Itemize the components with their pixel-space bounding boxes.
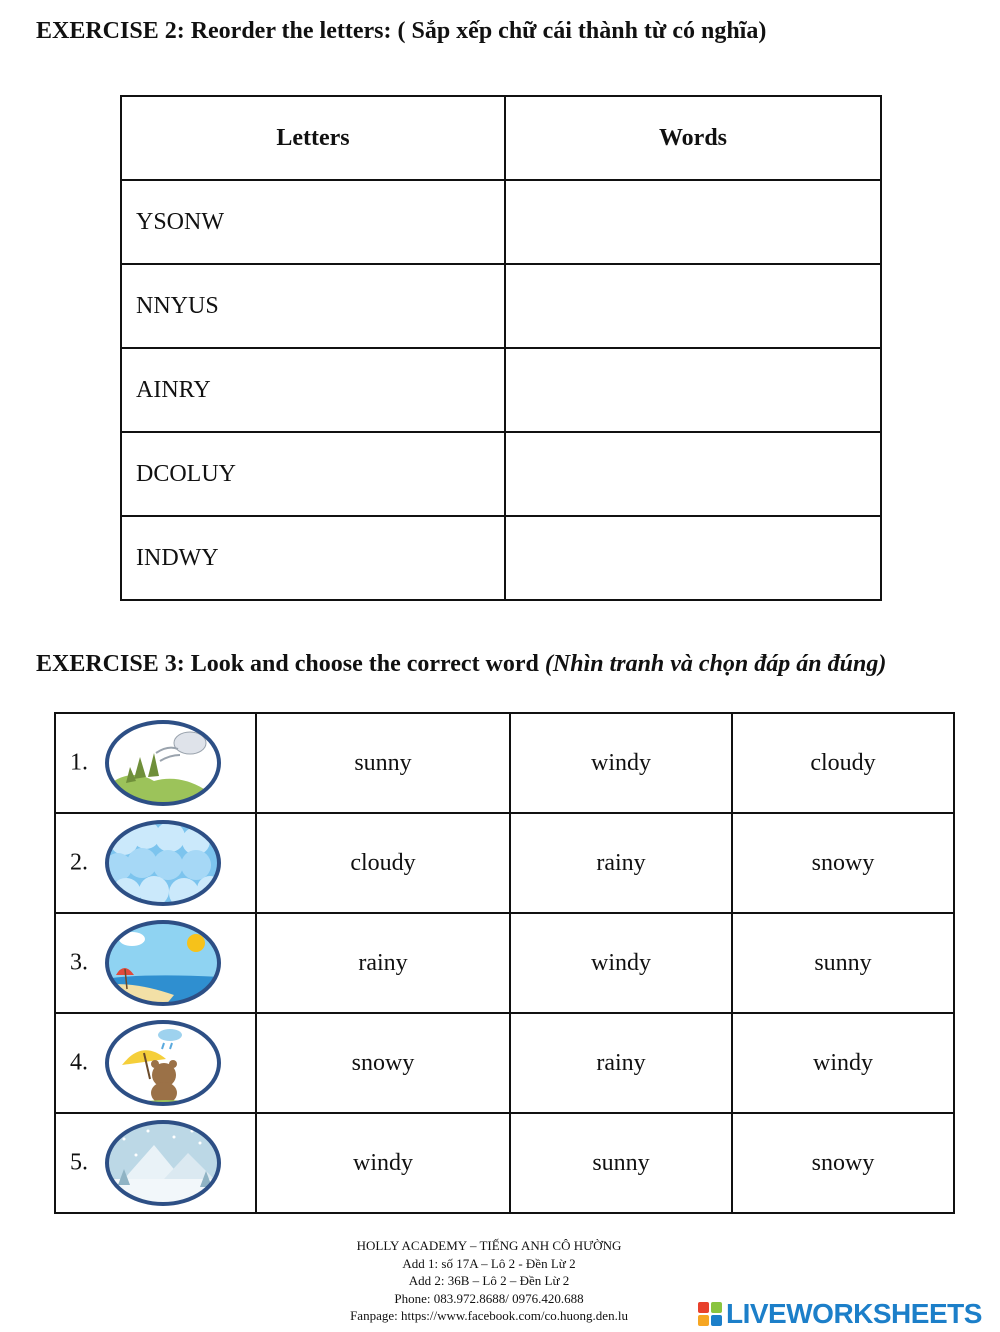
sunny-beach-icon	[104, 919, 222, 1007]
option-cell[interactable]: rainy	[510, 813, 732, 913]
exercise-3-title-main: EXERCISE 3: Look and choose the correct word	[36, 651, 545, 677]
option-cell[interactable]: sunny	[256, 713, 510, 813]
letters-cell: INDWY	[121, 516, 505, 600]
logo-tile	[698, 1302, 709, 1313]
answer-cell[interactable]	[505, 180, 881, 264]
answer-cell[interactable]	[505, 432, 881, 516]
table-row	[55, 713, 954, 813]
answer-cell[interactable]	[505, 264, 881, 348]
table-row	[121, 180, 881, 264]
option-cell[interactable]: cloudy	[732, 713, 954, 813]
question-number: 4.	[70, 1049, 88, 1076]
table-row	[55, 813, 954, 913]
letters-header: Letters	[121, 96, 505, 180]
logo-tile	[711, 1315, 722, 1326]
option-cell[interactable]: sunny	[732, 913, 954, 1013]
table-row	[121, 348, 881, 432]
table-row	[55, 1013, 954, 1113]
table-header-row	[121, 96, 881, 180]
snowy-landscape-icon	[104, 1119, 222, 1207]
option-cell[interactable]: snowy	[732, 813, 954, 913]
logo-tile	[698, 1315, 709, 1326]
footer-phone: Phone: 083.972.8688/ 0976.420.688	[394, 1290, 584, 1306]
logo-grid-icon	[698, 1302, 722, 1326]
option-cell[interactable]: rainy	[256, 913, 510, 1013]
logo-tile	[711, 1302, 722, 1313]
table-row	[121, 432, 881, 516]
exercise-3-title-vietnamese: (Nhìn tranh và chọn đáp án đúng)	[544, 651, 887, 677]
option-cell[interactable]: rainy	[510, 1013, 732, 1113]
logo-text: LIVEWORKSHEETS	[726, 1298, 982, 1329]
question-number: 2.	[70, 849, 88, 876]
footer-address-2: Add 2: 36B – Lô 2 – Đền Lừ 2	[408, 1273, 570, 1288]
footer-address-1: Add 1: số 17A – Lô 2 - Đền Lừ 2	[402, 1255, 576, 1271]
letters-cell: NNYUS	[121, 264, 505, 348]
option-cell[interactable]: windy	[510, 713, 732, 813]
question-number: 3.	[70, 949, 88, 976]
question-number: 1.	[70, 749, 88, 776]
option-cell[interactable]: snowy	[256, 1013, 510, 1113]
option-cell[interactable]: windy	[732, 1013, 954, 1113]
option-cell[interactable]: sunny	[510, 1113, 732, 1213]
answer-cell[interactable]	[505, 516, 881, 600]
footer-school-name: HOLLY ACADEMY – TIẾNG ANH CÔ HƯỜNG	[356, 1238, 622, 1253]
table-row	[121, 516, 881, 600]
letters-cell: DCOLUY	[121, 432, 505, 516]
letters-cell: AINRY	[121, 348, 505, 432]
words-header: Words	[505, 96, 881, 180]
exercise-3-title	[36, 651, 886, 678]
windy-hill-icon	[104, 719, 222, 807]
option-cell[interactable]: cloudy	[256, 813, 510, 913]
option-cell[interactable]: windy	[510, 913, 732, 1013]
question-cell	[55, 913, 256, 1013]
choose-word-table	[54, 712, 955, 1214]
question-cell	[55, 1013, 256, 1113]
table-row	[55, 1113, 954, 1213]
rainy-bear-icon	[104, 1019, 222, 1107]
question-cell	[55, 1113, 256, 1213]
liveworksheets-logo	[698, 1298, 982, 1330]
footer-fanpage: Fanpage: https://www.facebook.com/co.huong.den.lu	[350, 1308, 628, 1323]
answer-cell[interactable]	[505, 348, 881, 432]
clouds-icon	[104, 819, 222, 907]
table-row	[55, 913, 954, 1013]
table-row	[121, 264, 881, 348]
question-number: 5.	[70, 1149, 88, 1176]
exercise-2-title: EXERCISE 2: Reorder the letters: ( Sắp xếp chữ cái thành từ có nghĩa)	[36, 18, 767, 44]
question-cell	[55, 713, 256, 813]
letters-cell: YSONW	[121, 180, 505, 264]
reorder-letters-table	[120, 95, 882, 601]
question-cell	[55, 813, 256, 913]
option-cell[interactable]: windy	[256, 1113, 510, 1213]
option-cell[interactable]: snowy	[732, 1113, 954, 1213]
